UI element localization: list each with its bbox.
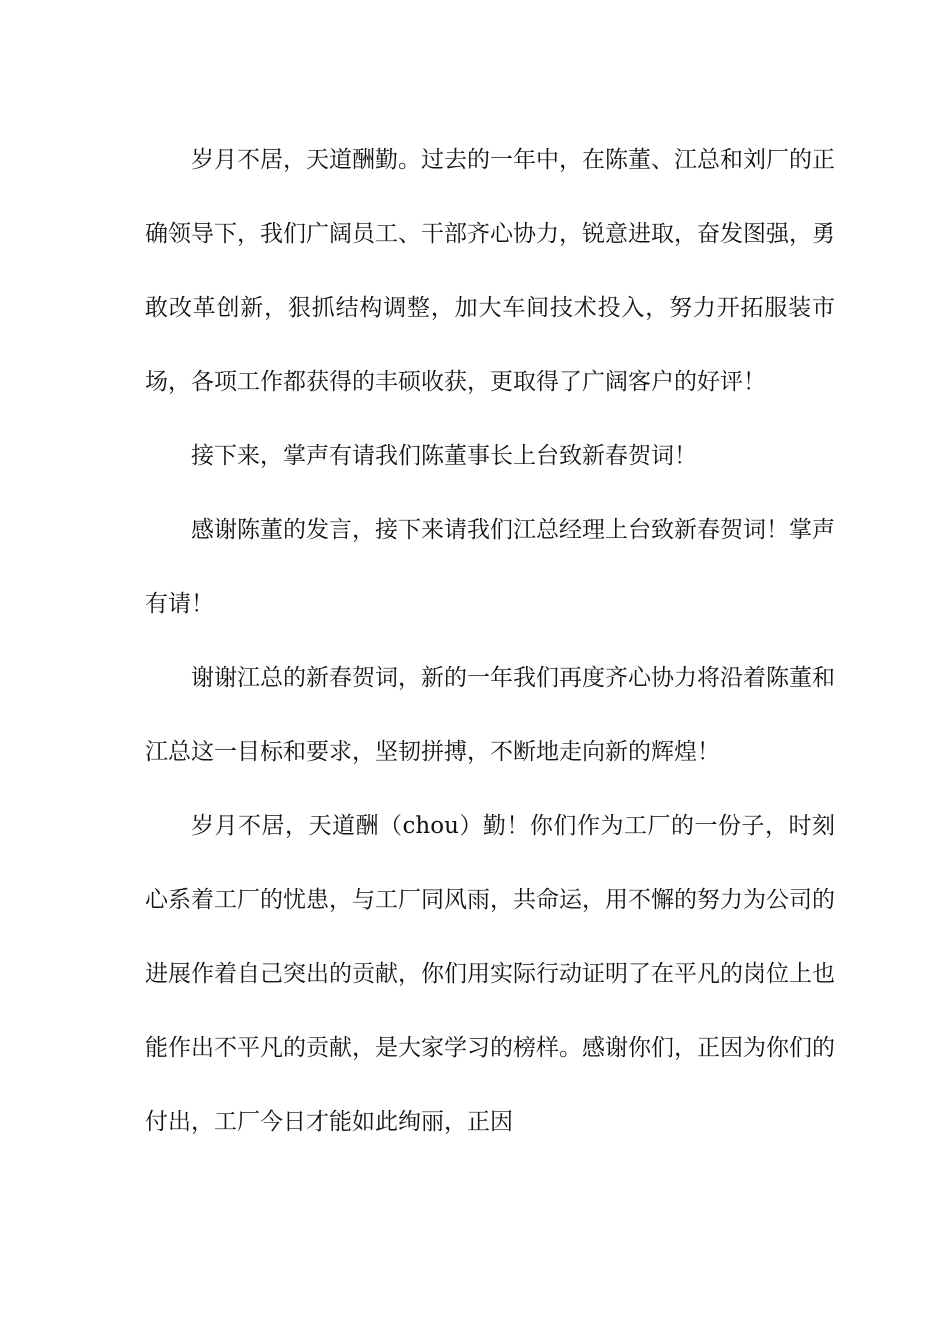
paragraph-2: 接下来，掌声有请我们陈董事长上台致新春贺词！: [191, 443, 697, 469]
paragraph-5: 岁月不居，天道酬（chou）勤！你们作为工厂的一份子，时刻心系着工厂的忧患，与工厂同风雨，共命运，用不懈的努力为公司的进展作着自己突出的贡献，你们用实际行动证明了在平凡的岗位上也能作出不平凡的贡献，是大家学习的榜样。感谢你们，正因为你们的付出，工厂今日才能如此绚丽，正因: [145, 813, 835, 1135]
document-body: [145, 123, 835, 1159]
paragraph-1: 岁月不居，天道酬勤。过去的一年中，在陈董、江总和刘厂的正确领导下，我们广阔员工、干部齐心协力，锐意进取，奋发图强，勇敢改革创新，狠抓结构调整，加大车间技术投入，努力开拓服装市场，各项工作都获得的丰硕收获，更取得了广阔客户的好评！: [145, 147, 835, 395]
paragraph-4: 谢谢江总的新春贺词，新的一年我们再度齐心协力将沿着陈董和江总这一目标和要求，坚韧拼搏，不断地走向新的辉煌！: [145, 665, 835, 765]
paragraph-3: 感谢陈董的发言，接下来请我们江总经理上台致新春贺词！掌声有请！: [145, 517, 835, 617]
